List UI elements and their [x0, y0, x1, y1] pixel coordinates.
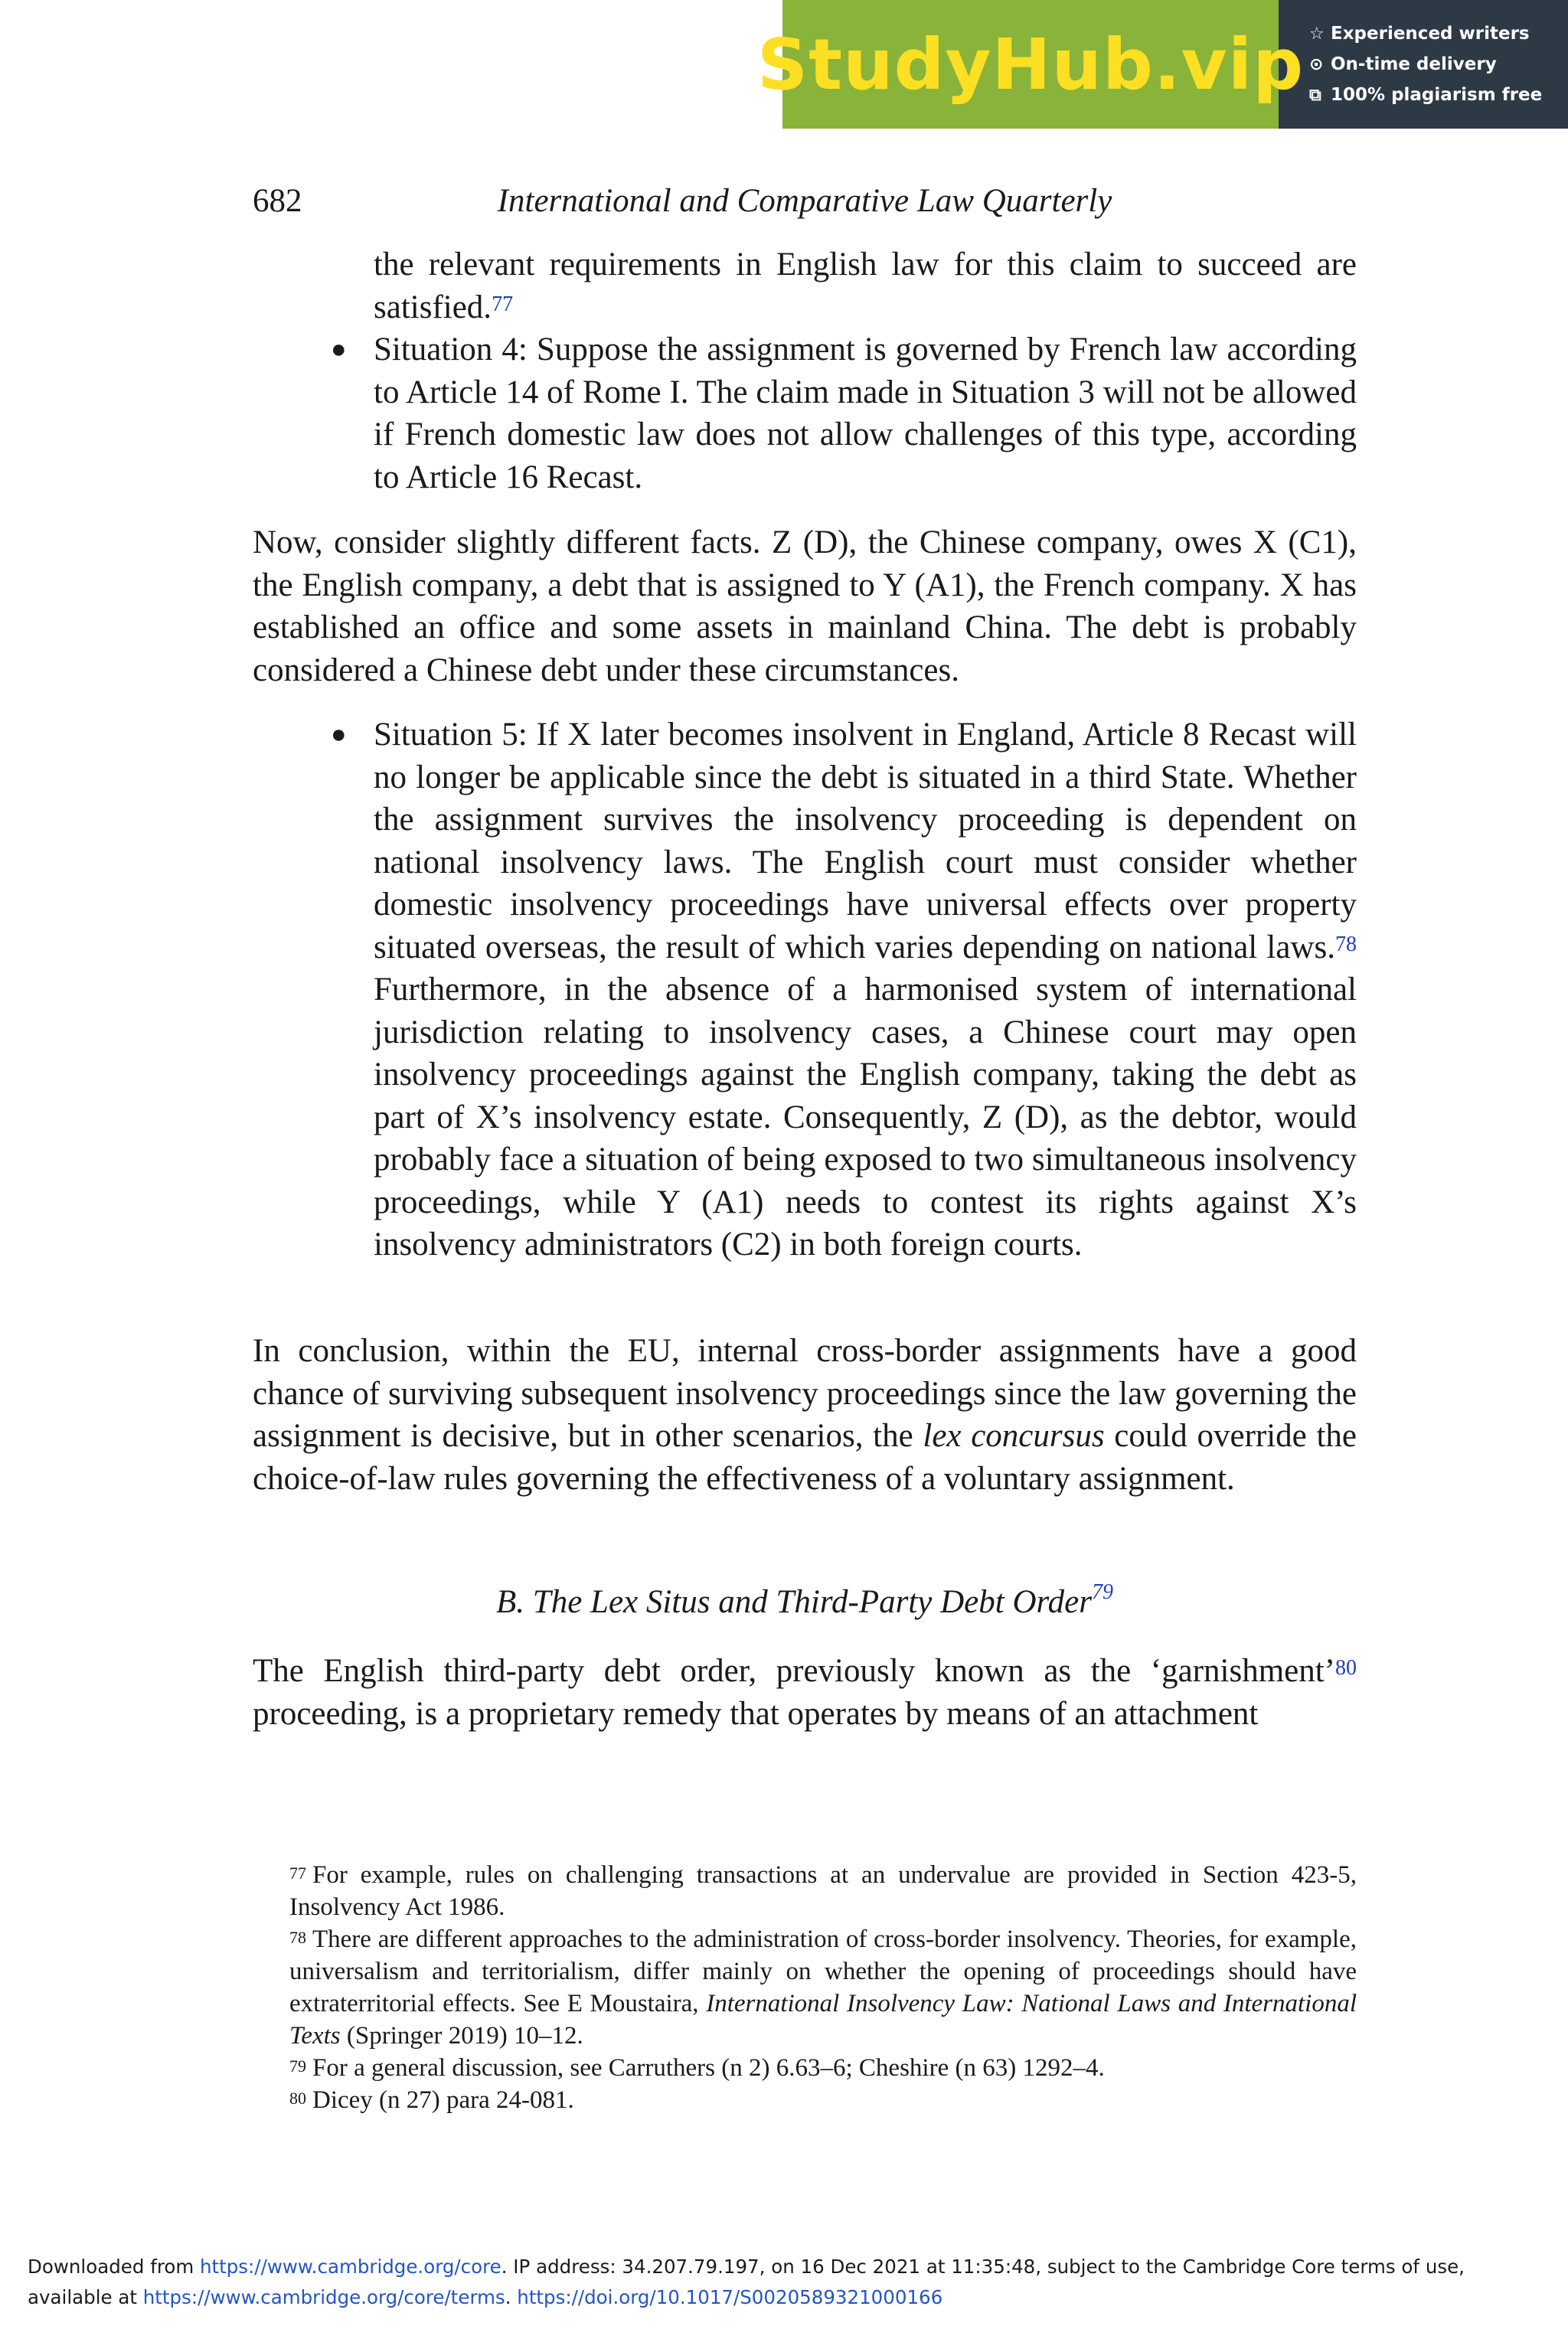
- garnishment-paragraph: [253, 1650, 1357, 1735]
- garnishment-part-b: proceeding, is a proprietary remedy that operates by means of an attachment: [253, 1695, 1259, 1732]
- situation-5-part-a: Situation 5: If X later becomes insolvent in England, Article 8 Recast will no longer be applicable since the debt is situated in a third State. Whether the assignment survives the insolvency proceeding is dependent on national insolvency laws. The English court must consider whether domestic insolvency proceedings have universal effects over property situated overseas, the result of which varies depending on national laws.: [374, 717, 1357, 965]
- section-heading: [253, 1580, 1357, 1621]
- footnote-number: 77: [289, 1864, 306, 1883]
- terms-link[interactable]: https://www.cambridge.org/core/terms: [142, 2286, 505, 2308]
- footer-text: Downloaded from: [28, 2256, 200, 2278]
- feature-item: [1309, 49, 1562, 80]
- footer-ip-text: . IP address: 34.207.79.197, on 16 Dec 2021 at 11:35:48, subject to the Cambridge Core terms of use, available at: [28, 2256, 1465, 2308]
- garnishment-part-a: The English third-party debt order, previously known as the ‘garnishment’: [253, 1653, 1335, 1689]
- footnote-text: For a general discussion, see Carruthers (n 2) 6.63–6; Cheshire (n 63) 1292–4.: [312, 2054, 1105, 2082]
- facts-paragraph: Now, consider slightly different facts. Z (D), the Chinese company, owes X (C1), the English company, a debt that is assigned to Y (A1), the French company. X has established an office and some assets in mainland China. The debt is probably considered a Chinese debt under these circumstances.: [253, 524, 1357, 688]
- footnote-text-end: (Springer 2019) 10–12.: [340, 2022, 583, 2050]
- feature-item: [1309, 80, 1562, 110]
- footnote-text: For example, rules on challenging transactions at an undervalue are provided in Section 423-5, Insolvency Act 1986.: [289, 1861, 1357, 1921]
- bullet-icon: ●: [331, 720, 347, 749]
- bullet-icon: ●: [331, 335, 347, 364]
- footnote-number: 80: [289, 2089, 306, 2108]
- footnote-77: [253, 1859, 1357, 1923]
- conclusion-paragraph: [253, 1330, 1357, 1500]
- banner-features: [1309, 18, 1562, 110]
- footnotes: [253, 1859, 1357, 2116]
- list-item-situation-5: [331, 714, 1357, 1266]
- doi-link[interactable]: https://doi.org/10.1017/S0020589321000166: [517, 2286, 943, 2308]
- page-number: 682: [253, 183, 302, 219]
- footnote-80: [253, 2084, 1357, 2116]
- copy-icon: ⧉: [1309, 85, 1321, 105]
- promo-banner[interactable]: [756, 0, 1568, 129]
- situation-4-text: Situation 4: Suppose the assignment is governed by French law according to Article 14 of Rome I. The claim made in Situation 3 will not be allowed if French domestic law does not allow challenges of this type, according to Article 16 Recast.: [374, 332, 1357, 495]
- download-footer: [28, 2252, 1551, 2313]
- footnote-79: [253, 2052, 1357, 2084]
- intro-text: the relevant requirements in English law for this claim to succeed are satisfied.: [374, 247, 1357, 325]
- footer-separator: .: [505, 2286, 518, 2308]
- footnote-text: Dicey (n 27) para 24-081.: [312, 2086, 574, 2114]
- situation-5-part-b: Furthermore, in the absence of a harmonised system of international jurisdiction relating to insolvency cases, a Chinese court may open insolvency proceedings against the English company, taking the debt as part of X’s insolvency estate. Consequently, Z (D), as the debtor, would probably face a situation of being exposed to two simultaneous insolvency proceedings, while Y (A1) needs to contest its rights against X’s insolvency administrators (C2) in both foreign courts.: [374, 972, 1357, 1263]
- star-icon: ☆: [1309, 24, 1325, 44]
- intro-paragraph: [374, 243, 1357, 328]
- situation-5-text: [374, 714, 1357, 1266]
- footnote-78: [253, 1923, 1357, 2052]
- conclusion-part-b: could override the choice-of-law rules governing the effectiveness of a voluntary assignment.: [253, 1418, 1357, 1497]
- banner-logo-text: StudyHub.vip: [756, 23, 1305, 106]
- footnote-number: 79: [289, 2056, 306, 2076]
- footnote-number: 78: [289, 1928, 306, 1947]
- footnote-ref-80[interactable]: 80: [1335, 1656, 1357, 1680]
- journal-title: International and Comparative Law Quarterly: [497, 183, 1112, 219]
- banner-logo[interactable]: [756, 0, 1305, 129]
- clock-icon: ⊙: [1309, 54, 1324, 74]
- conclusion-italic: lex concursus: [923, 1418, 1105, 1454]
- core-link[interactable]: https://www.cambridge.org/core: [200, 2256, 501, 2278]
- feature-label: 100% plagiarism free: [1331, 85, 1543, 105]
- section-heading-text: B. The Lex Situs and Third-Party Debt Order: [496, 1584, 1092, 1620]
- conclusion-part-a: In conclusion, within the EU, internal cross-border assignments have a good chance of surviving subsequent insolvency proceedings since the law governing the assignment is decisive, but in other scenarios, the: [253, 1333, 1357, 1454]
- footnote-ref-79[interactable]: 79: [1091, 1580, 1113, 1604]
- footnote-book-title: International Insolvency Law: National Laws and International Texts: [289, 1990, 1357, 2050]
- list-item-situation-4: [331, 328, 1357, 498]
- footnote-text: There are different approaches to the administration of cross-border insolvency. Theories, for example, universalism and territorialism, differ mainly on whether the opening of proceedings should have extraterritorial effects. See E Moustaira,: [289, 1926, 1357, 2017]
- feature-label: Experienced writers: [1331, 24, 1530, 44]
- feature-label: On-time delivery: [1331, 54, 1497, 74]
- footnote-ref-78[interactable]: 78: [1335, 932, 1357, 956]
- feature-item: [1309, 18, 1562, 49]
- footnote-ref-77[interactable]: 77: [492, 292, 514, 316]
